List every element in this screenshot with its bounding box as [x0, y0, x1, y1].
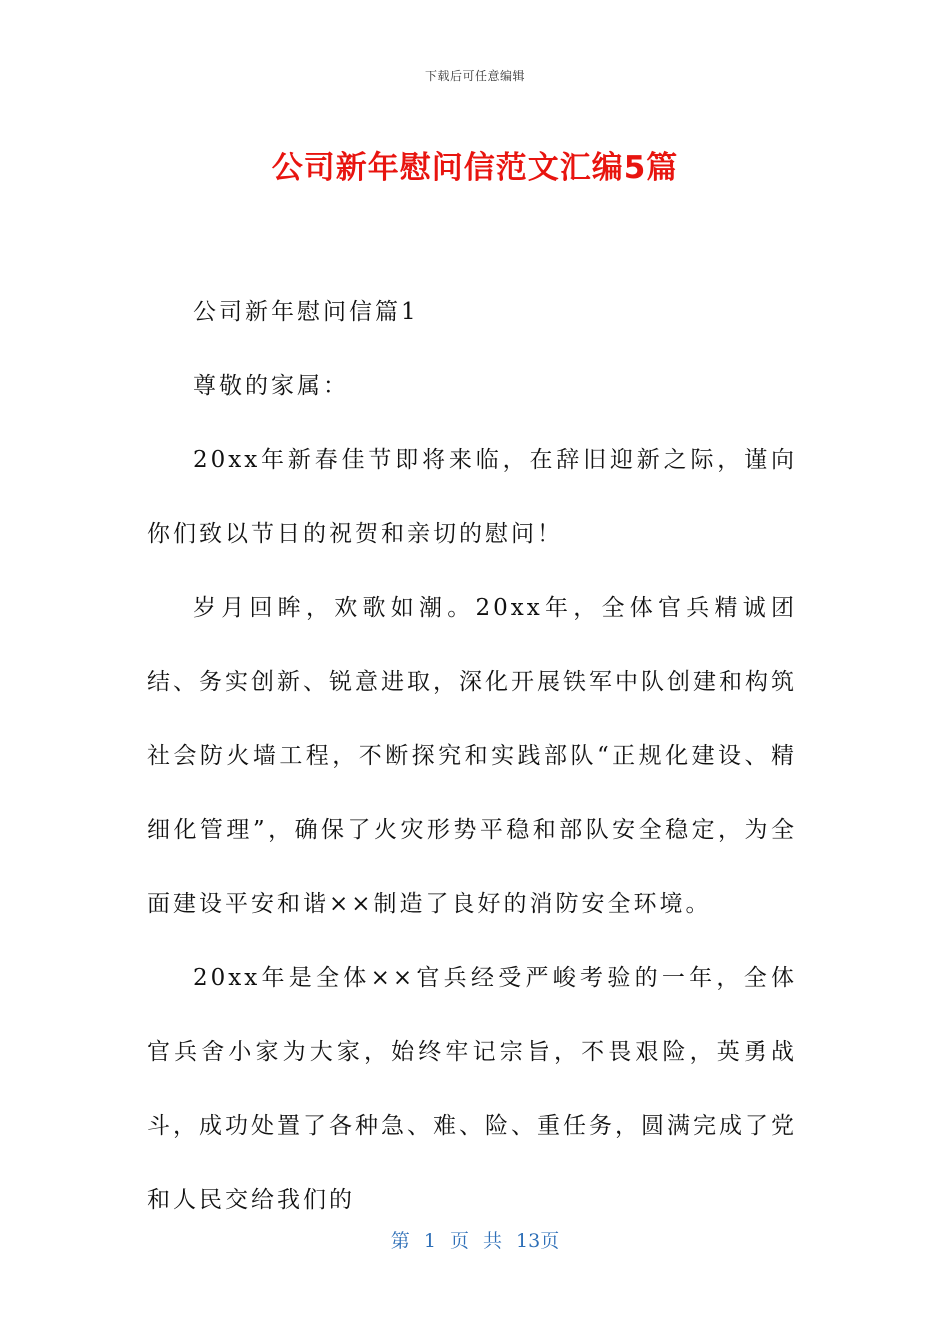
- header-note: 下载后可任意编辑: [424, 69, 525, 83]
- page-footer: 第 1 页 共 13页: [390, 1230, 560, 1252]
- document-body: [147, 275, 797, 1237]
- document-title: 公司新年慰问信范文汇编5篇: [271, 150, 679, 186]
- paragraph-1: 20xx年新春佳节即将来临，在辞旧迎新之际，谨向你们致以节日的祝贺和亲切的慰问！: [147, 447, 797, 547]
- section-heading: 公司新年慰问信篇1: [193, 299, 419, 325]
- salutation: 尊敬的家属：: [193, 373, 349, 399]
- paragraph-2: 岁月回眸，欢歌如潮。20xx年，全体官兵精诚团结、务实创新、锐意进取，深化开展铁军中队创建和构筑社会防火墙工程，不断探究和实践部队“正规化建设、精细化管理”，确保了火灾形势平稳和部队安全稳定，为全面建设平安和谐××制造了良好的消防安全环境。: [147, 595, 797, 917]
- paragraph-3: 20xx年是全体××官兵经受严峻考验的一年，全体官兵舍小家为大家，始终牢记宗旨，不畏艰险，英勇战斗，成功处置了各种急、难、险、重任务，圆满完成了党和人民交给我们的: [147, 965, 797, 1213]
